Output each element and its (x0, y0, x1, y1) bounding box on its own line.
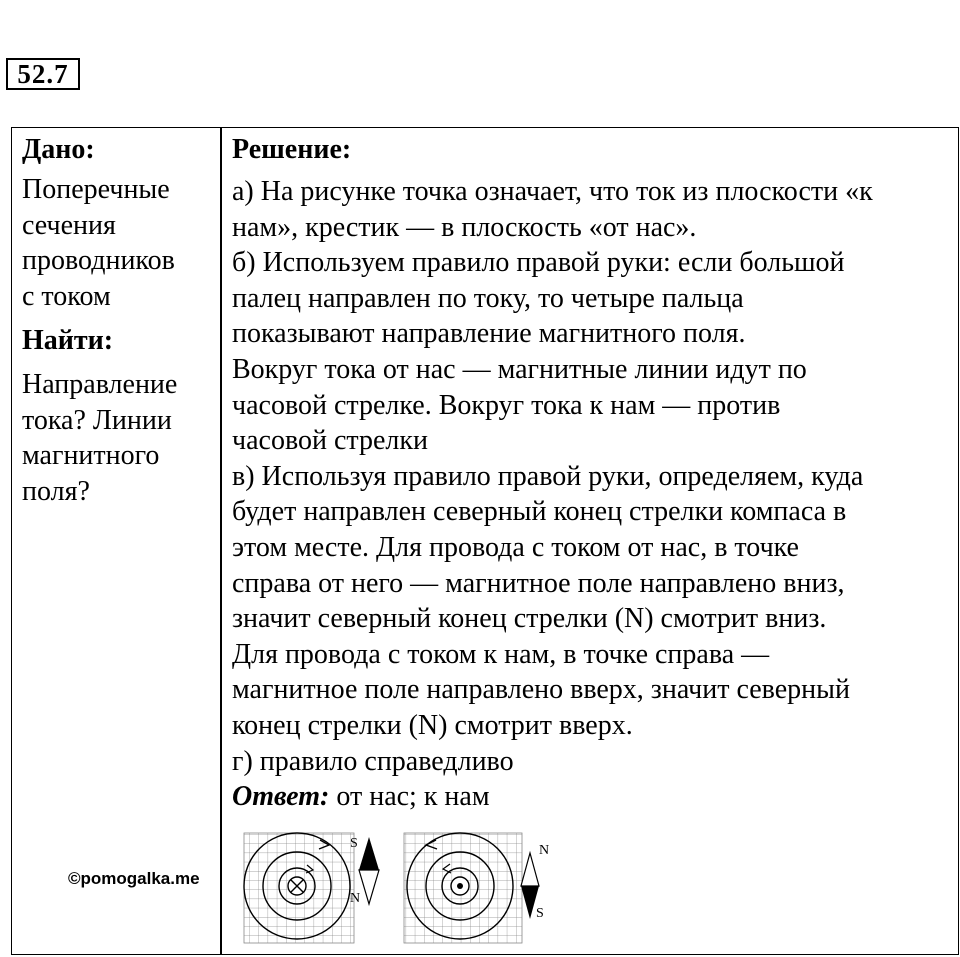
solution-line: показывают направление магнитного поля. (232, 318, 746, 350)
watermark: ©pomogalka.me (68, 869, 200, 888)
solution-line: а) На рисунке точка означает, что ток из плоскости «к (232, 176, 873, 207)
given-heading: Дано: (22, 134, 95, 165)
solution-line: этом месте. Для провода с током от нас, в точке (232, 531, 799, 563)
field-diagram-current-away (244, 833, 354, 943)
compass-right-top-label: N (539, 843, 550, 858)
solution-line: часовой стрелке. Вокруг тока к нам — против (232, 389, 781, 421)
solution-line: справа от него — магнитное поле направлено вниз, (232, 567, 845, 599)
find-text (22, 367, 217, 509)
solution-line: конец стрелки (N) смотрит вверх. (232, 709, 633, 741)
find-line: поля? (22, 475, 90, 507)
solution-text (232, 174, 952, 815)
solution-line: Вокруг тока от нас — магнитные линии идут по (232, 353, 807, 385)
find-line: Направление (22, 369, 178, 400)
given-line: проводников (22, 245, 175, 276)
solution-line: магнитное поле направлено вверх, значит северный (232, 674, 850, 706)
answer-text: от нас; к нам (329, 781, 490, 813)
given-text (22, 172, 217, 314)
compass-needle-right (521, 843, 549, 921)
solution-line: Для провода с током к нам, в точке справа — (232, 638, 770, 670)
compass-right-bottom-label: S (536, 906, 544, 921)
magnetic-field-figure (240, 825, 560, 953)
solution-line: б) Используем правило правой руки: если большой (232, 247, 845, 279)
given-line: Поперечные (22, 174, 170, 205)
find-line: тока? Линии (22, 404, 172, 436)
solution-line: значит северный конец стрелки (N) смотрит вниз. (232, 603, 827, 635)
compass-left-bottom-label: N (350, 891, 361, 906)
find-line: магнитного (22, 440, 160, 471)
solution-line: часовой стрелки (232, 425, 428, 457)
solution-line: палец направлен по току, то четыре пальца (232, 282, 744, 314)
column-divider (220, 128, 222, 954)
find-heading: Найти: (22, 325, 114, 356)
solution-line: нам», крестик — в плоскость «от нас». (232, 211, 697, 243)
given-line: с током (22, 280, 111, 312)
answer-label: Ответ: (232, 781, 330, 813)
compass-left-top-label: S (350, 836, 358, 851)
answer-line (232, 779, 952, 815)
field-diagram-current-toward (404, 833, 522, 943)
solution-line: в) Используя правило правой руки, определяем, куда (232, 460, 864, 492)
solution-line: г) правило справедливо (232, 745, 514, 777)
given-line: сечения (22, 209, 116, 241)
solution-heading: Решение: (232, 134, 352, 165)
task-number: 52.7 (6, 58, 80, 90)
solution-line: будет направлен северный конец стрелки компаса в (232, 496, 847, 528)
